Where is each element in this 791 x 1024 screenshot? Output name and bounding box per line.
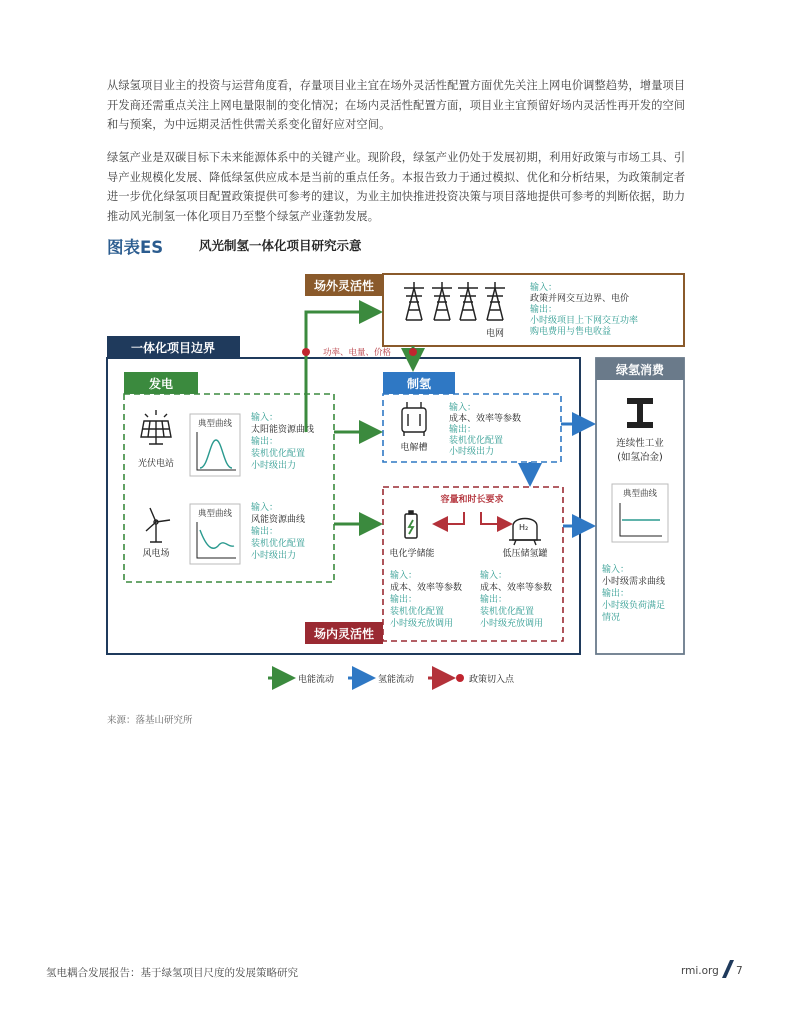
tank-output-line: 装机优化配置 [480,607,535,617]
paragraph-1: 从绿氢项目业主的投资与运营角度看，存量项目业主宜在场外灵活性配置方面优先关注上网电价调整趋势，增量项目开发商还需重点关注上网电量限制的变化情况；在场内灵活性配置方面，项目业主宜预留好场内灵活性再开发的空间和与预案，为中远期灵活性供需关系变化留好应对空间。 [107,79,686,131]
pv-output-line: 小时级出力 [251,461,297,471]
wind-name: 风电场 [142,549,170,559]
grid-label: 电网 [486,329,505,339]
wind-output-label: 输出： [251,527,279,537]
h2prod-output-label: 输出： [449,425,477,435]
consumption-input-label: 输入： [602,565,630,575]
demand-curve-label: 典型曲线 [622,489,658,499]
battery-input-label: 输入： [390,571,418,581]
electrolyzer-icon [402,402,426,436]
wind-input-label: 输入： [251,503,279,513]
footer-slash-mark [721,959,735,979]
footer-title: 氢电耦合发展报告：基于绿氢项目尺度的发展策略研究 [46,967,298,979]
policy-point [302,348,310,356]
battery-output-line: 装机优化配置 [390,607,445,617]
battery-name: 电化学储能 [389,549,435,559]
consumption-output-line: 小时级负荷满足 [602,601,666,611]
battery-input-value: 成本、效率等参数 [390,583,463,593]
consumption-label: 绿氢消费 [615,363,665,377]
consumption-output-line: 情况 [602,613,621,623]
policy-point [409,348,417,356]
pv-name: 光伏电站 [137,459,175,469]
figure-title: 风光制氢一体化项目研究示意 [199,238,362,253]
offsite-input-value: 政策并网交互边界、电价 [530,294,630,304]
paragraph-2: 绿氢产业是双碳目标下未来能源体系中的关键产业。现阶段，绿氢产业仍处于发展初期，利用好政策与市场工具、引导产业规模化发展、降低绿氢供应成本是当前的重点任务。本报告致力于通过模拟、优化和分析结果，为政策制定者进一步优化绿氢项目配置政策提供可参考的建议，为业主加快推进投资决策与项目落地提供可参考的判断依据，助力推动风光制氢一体化项目乃至整个绿氢产业蓬勃发展。 [107,151,686,223]
hydrogen-tank-icon [509,519,541,546]
pv-input-value: 太阳能资源曲线 [251,425,315,435]
pv-input-label: 输入： [251,413,279,423]
battery-icon [405,511,417,538]
figure-tag: 图表ES [107,238,164,257]
footer-domain: rmi.org [681,965,719,977]
tank-output-line: 小时级充放调用 [480,619,544,629]
page-number: 7 [736,965,743,977]
generation-label: 发电 [148,377,174,391]
legend-policy: 政策切入点 [469,675,515,685]
battery-output-label: 输出： [390,595,418,605]
industry-note: (如氢冶金) [617,452,663,463]
requirement-arrows [436,512,509,524]
hydrogen-production-label: 制氢 [406,377,432,391]
tank-name: 低压储氢罐 [502,549,548,559]
offsite-output-line: 小时级项目上下网交互功率 [530,316,639,326]
solar-panel-icon [141,410,171,444]
h2prod-input-label: 输入： [449,403,477,413]
project-boundary-label: 一体化项目边界 [130,341,216,355]
h2prod-output-line: 小时级出力 [449,447,495,457]
pv-output-line: 装机优化配置 [251,449,306,459]
tank-input-label: 输入： [480,571,508,581]
offsite-output-label: 输出： [530,305,558,315]
offsite-input-label: 输入： [530,283,558,293]
figure-source: 来源：落基山研究所 [107,715,193,726]
electrolyzer-label: 电解槽 [400,443,428,453]
tank-input-value: 成本、效率等参数 [480,583,553,593]
pv-curve-label: 典型曲线 [197,419,233,429]
wind-input-value: 风能资源曲线 [251,515,306,525]
offsite-output-line: 购电费用与售电收益 [530,327,612,337]
wind-turbine-icon [146,508,170,542]
wind-output-line: 装机优化配置 [251,539,306,549]
battery-output-line: 小时级充放调用 [390,619,454,629]
consumption-input-value: 小时级需求曲线 [602,577,666,587]
policy-note: 功率、电量、价格 [323,348,392,358]
industry-label: 连续性工业 [616,438,664,449]
pv-output-label: 输出： [251,437,279,447]
legend [268,673,515,685]
onsite-box [383,487,563,641]
offsite-label: 场外灵活性 [313,279,375,293]
wind-output-line: 小时级出力 [251,551,297,561]
wind-curve-label: 典型曲线 [197,509,233,519]
consumption-output-label: 输出： [602,589,630,599]
tank-output-label: 输出： [480,595,508,605]
onsite-label: 场内灵活性 [313,627,375,641]
h2prod-output-line: 装机优化配置 [449,436,504,446]
legend-electric: 电能流动 [298,675,335,685]
h2prod-input-value: 成本、效率等参数 [449,414,522,424]
capacity-requirement-label: 容量和时长要求 [440,495,504,505]
legend-hydrogen: 氢能流动 [378,675,415,685]
svg-text:H₂: H₂ [519,523,529,532]
